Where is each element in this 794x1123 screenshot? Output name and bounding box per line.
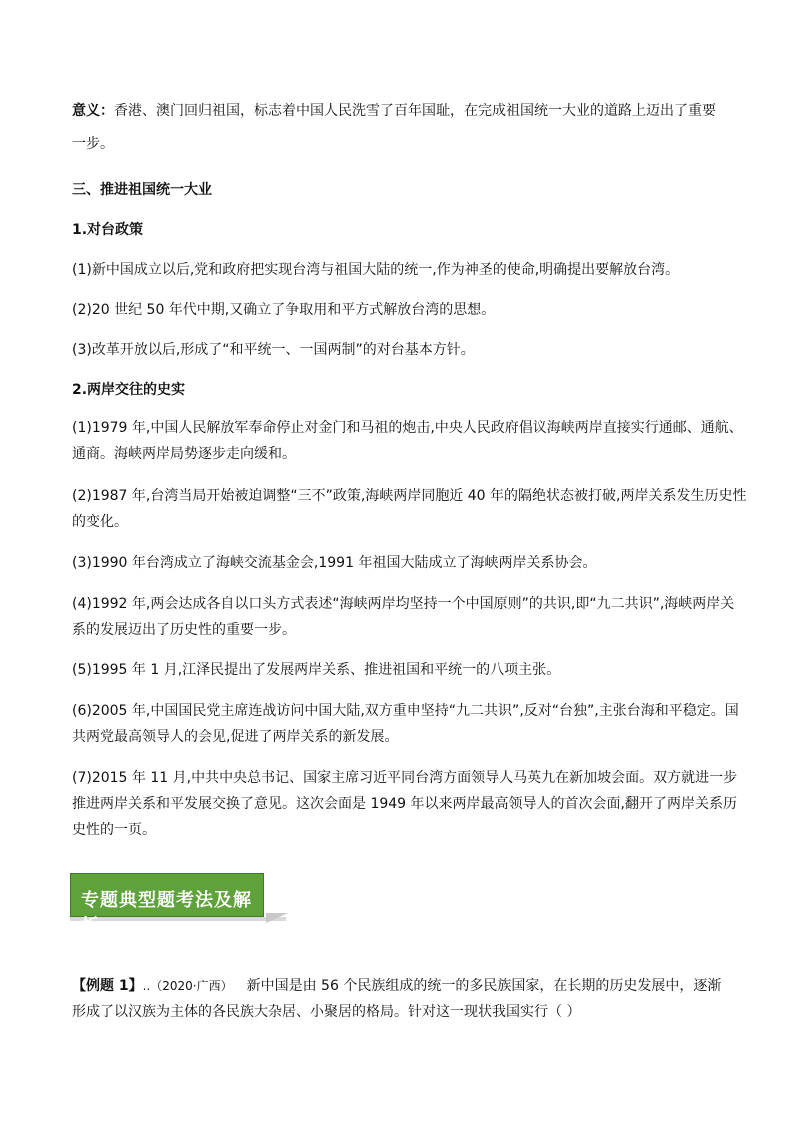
significance-text: 香港、澳门回归祖国，标志着中国人民洗雪了百年国耻，在完成祖国统一大业的道路上迈出了重要 bbox=[114, 103, 716, 119]
history-item-line: 通商。海峡两岸局势逐步走向缓和。 bbox=[72, 446, 296, 462]
example-line-2: 形成了以汉族为主体的各民族大杂居、小聚居的格局。针对这一现状我国实行（ ） bbox=[72, 1004, 581, 1020]
history-item-line: 的变化。 bbox=[72, 514, 128, 530]
example-label: 【例题 1】 bbox=[72, 978, 143, 994]
history-item-line: 共两党最高领导人的会见,促进了两岸关系的新发展。 bbox=[72, 729, 399, 745]
policy-item: (1)新中国成立以后,党和政府把实现台湾与祖国大陆的统一,作为神圣的使命,明确提出要解放台湾。 bbox=[72, 262, 680, 278]
history-item-line: (4)1992 年,两会达成各自以口头方式表述“海峡两岸均坚持一个中国原则”的共识,即“九二共识”,海峡两岸关 bbox=[72, 596, 735, 612]
history-item-line: (2)1987 年,台湾当局开始被迫调整“三不”政策,海峡两岸同胞近 40 年的隔绝状态被打破,两岸关系发生历史性 bbox=[72, 488, 747, 504]
policy-item: (3)改革开放以后,形成了“和平统一、一国两制”的对台基本方针。 bbox=[72, 342, 475, 358]
example-line-1 bbox=[72, 978, 724, 995]
history-item-line: 推进两岸关系和平发展交换了意见。这次会面是 1949 年以来两岸最高领导人的首次会面,翻开了两岸关系历 bbox=[72, 796, 737, 812]
significance-line-2: 一步。 bbox=[72, 136, 114, 152]
history-item-line: 史性的一页。 bbox=[72, 822, 156, 838]
example-source: ..（2020·广西） bbox=[142, 979, 233, 993]
history-item-line: (6)2005 年,中国国民党主席连战访问中国大陆,双方重申坚持“九二共识”,反对“台独”,主张台海和平稳定。国 bbox=[72, 703, 739, 719]
banner-box bbox=[70, 873, 264, 937]
history-item-line: (5)1995 年 1 月,江泽民提出了发展两岸关系、推进祖国和平统一的八项主张。 bbox=[72, 662, 561, 678]
example-text: 新中国是由 56 个民族组成的统一的多民族国家，在长期的历史发展中，逐渐 bbox=[246, 978, 722, 994]
history-item-line: (7)2015 年 11 月,中共中央总书记、国家主席习近平同台湾方面领导人马英九在新加坡会面。双方就进一步 bbox=[72, 770, 738, 786]
significance-label: 意义： bbox=[72, 103, 114, 119]
significance-line-1 bbox=[72, 103, 724, 120]
policy-item: (2)20 世纪 50 年代中期,又确立了争取用和平方式解放台湾的思想。 bbox=[72, 302, 496, 318]
section-heading: 三、推进祖国统一大业 bbox=[72, 182, 212, 198]
banner-shadow bbox=[266, 913, 288, 923]
subsection-title-history: 2.两岸交往的史实 bbox=[72, 382, 186, 398]
topic-banner bbox=[70, 873, 270, 937]
history-item-line: (3)1990 年台湾成立了海峡交流基金会,1991 年祖国大陆成立了海峡两岸关系协会。 bbox=[72, 555, 597, 571]
subsection-title-policy: 1.对台政策 bbox=[72, 222, 144, 238]
banner-title: 专题典型题考法及解析 bbox=[81, 890, 252, 937]
history-item-line: (1)1979 年,中国人民解放军奉命停止对金门和马祖的炮击,中央人民政府倡议海峡两岸直接实行通邮、通航、 bbox=[72, 420, 743, 436]
history-item-line: 系的发展迈出了历史性的重要一步。 bbox=[72, 622, 296, 638]
